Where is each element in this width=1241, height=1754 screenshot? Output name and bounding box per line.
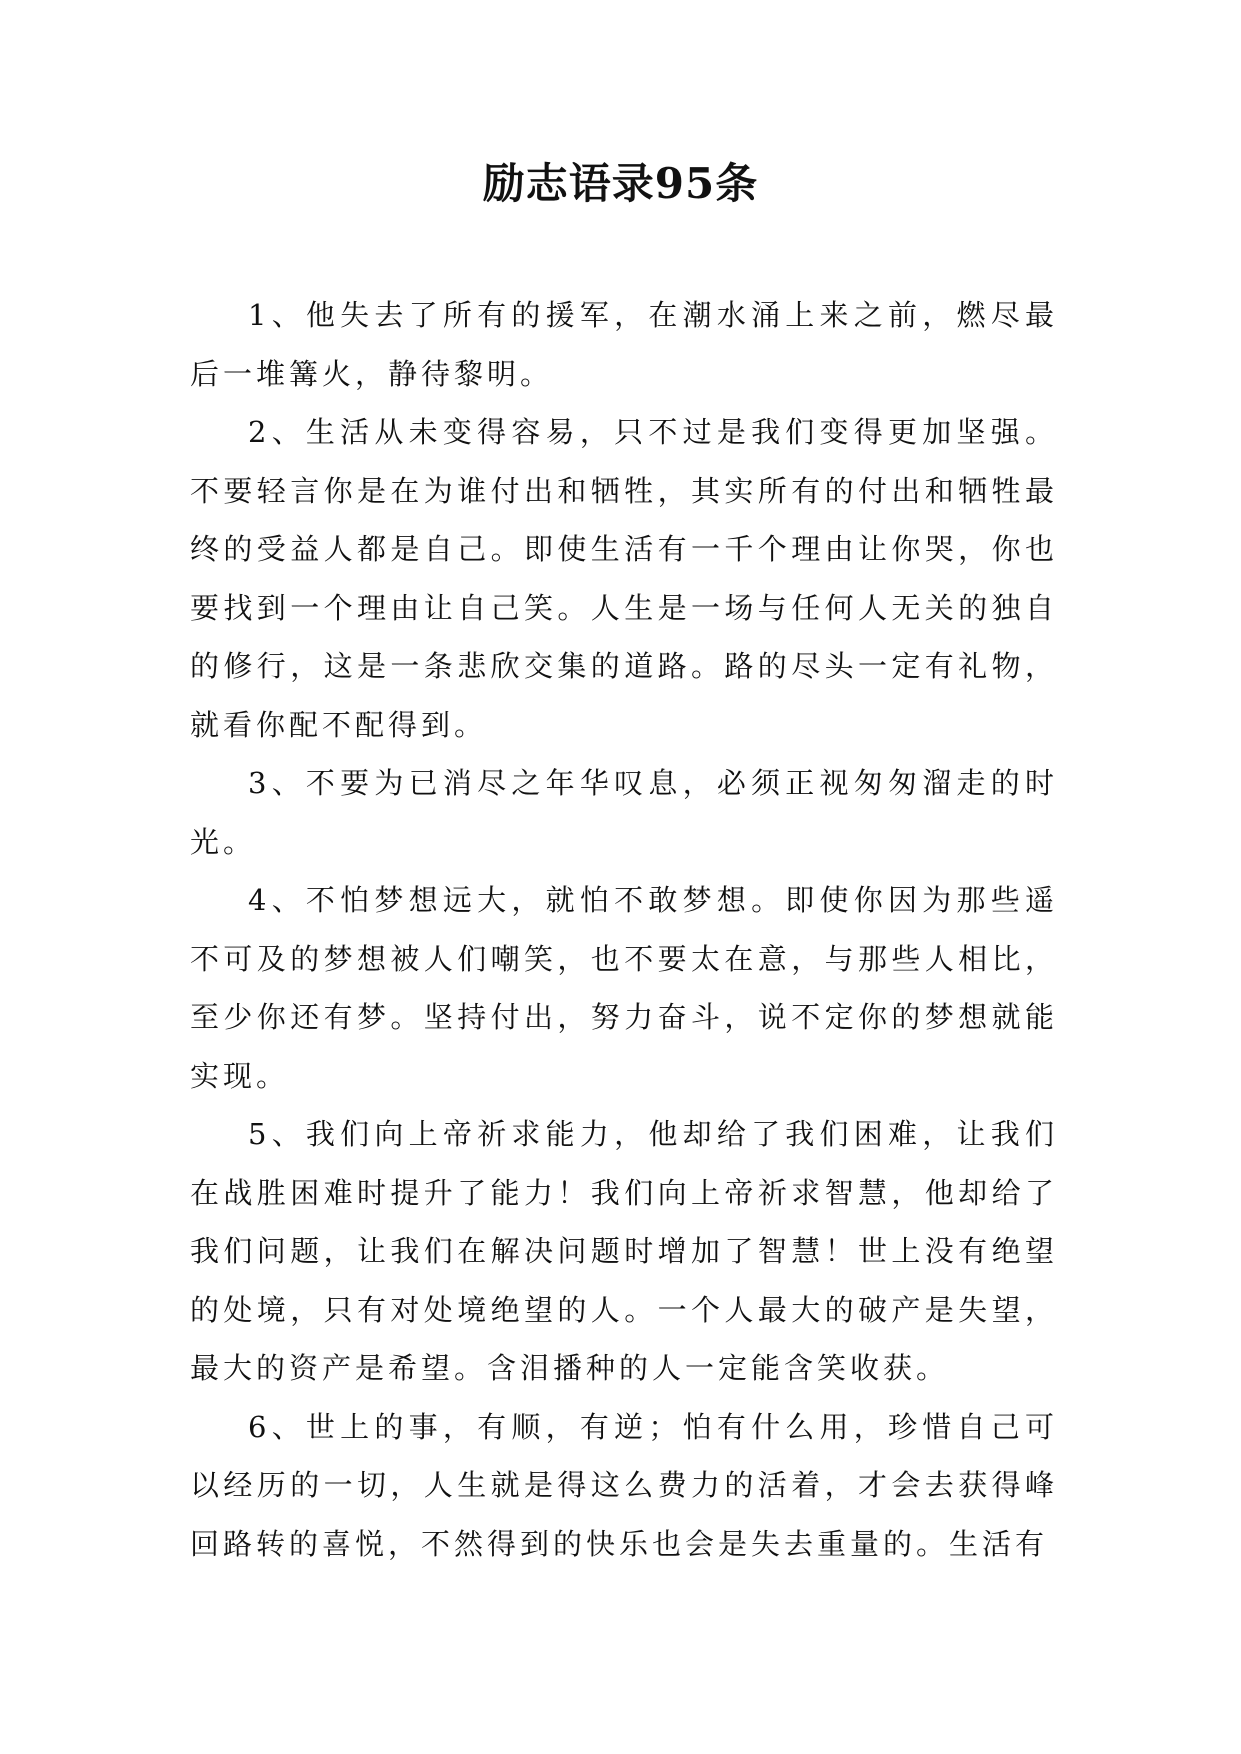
quote-paragraph-3: 3、不要为已消尽之年华叹息，必须正视匆匆溜走的时光。 (190, 766, 1058, 859)
quote-paragraph-5: 5、我们向上帝祈求能力，他却给了我们困难，让我们在战胜困难时提升了能力！我们向上帝祈求智慧，他却给了我们问题，让我们在解决问题时增加了智慧！世上没有绝望的处境，只有对处境绝望的人。一个人最大的破产是失望，最大的资产是希望。含泪播种的人一定能含笑收获。 (190, 1117, 1058, 1385)
quote-paragraph-4: 4、不怕梦想远大，就怕不敢梦想。即使你因为那些遥不可及的梦想被人们嘲笑，也不要太在意，与那些人相比，至少你还有梦。坚持付出，努力奋斗，说不定你的梦想就能实现。 (190, 883, 1058, 1093)
document-body (190, 286, 1058, 1573)
quote-paragraph-1: 1、他失去了所有的援军，在潮水涌上来之前，燃尽最后一堆篝火，静待黎明。 (190, 298, 1058, 391)
document-title: 励志语录95条 (482, 159, 759, 208)
quote-paragraph-2: 2、生活从未变得容易，只不过是我们变得更加坚强。不要轻言你是在为谁付出和牺牲，其实所有的付出和牺牲最终的受益人都是自己。即使生活有一千个理由让你哭，你也要找到一个理由让自己笑。人生是一场与任何人无关的独自的修行，这是一条悲欣交集的道路。路的尽头一定有礼物，就看你配不配得到。 (190, 415, 1058, 742)
quote-paragraph-6: 6、世上的事，有顺，有逆；怕有什么用，珍惜自己可以经历的一切，人生就是得这么费力的活着，才会去获得峰回路转的喜悦，不然得到的快乐也会是失去重量的。生活有 (190, 1409, 1058, 1561)
